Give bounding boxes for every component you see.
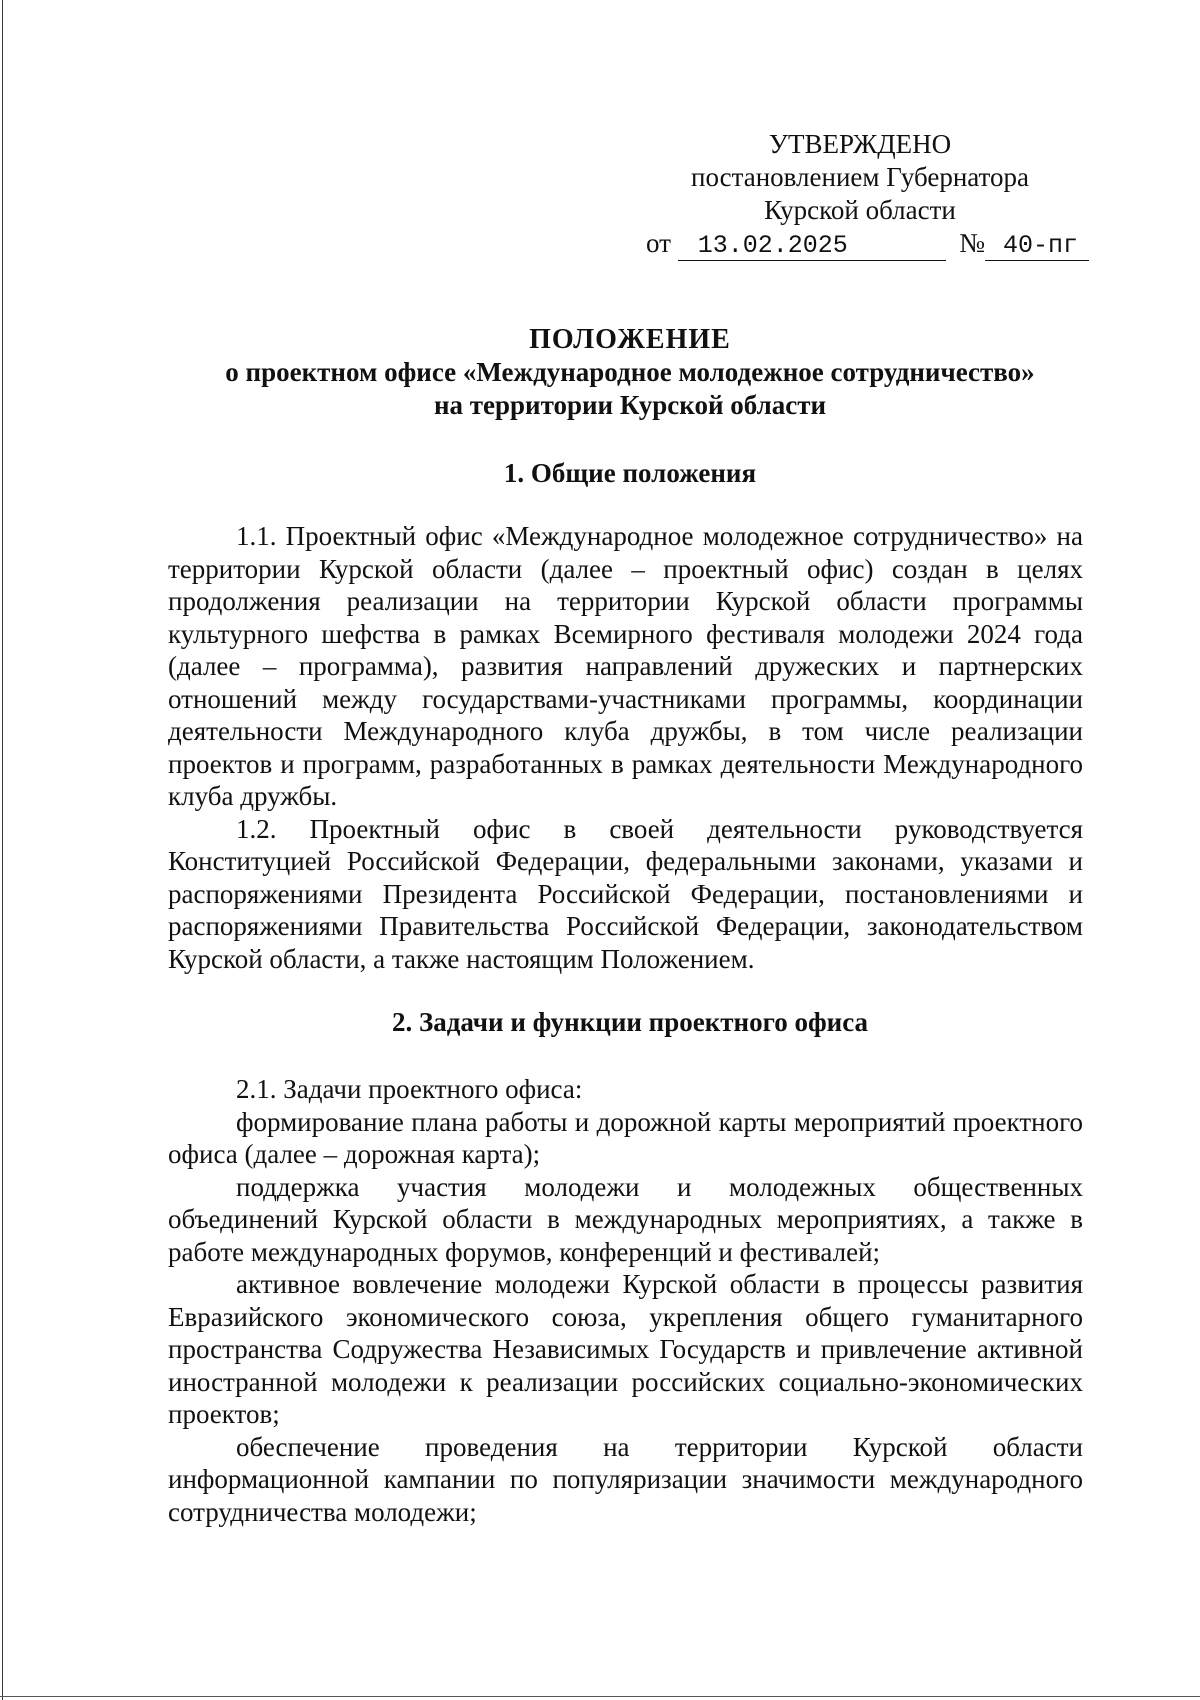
title-line-2: о проектном офисе «Международное молодежное сотрудничество» — [225, 357, 1035, 387]
approval-by-line: постановлением Губернатора — [691, 162, 1029, 192]
section-2-heading: 2. Задачи и функции проектного офиса — [391, 1007, 869, 1037]
decree-number: 40-пг — [985, 232, 1089, 261]
approval-date-number-row — [640, 227, 1080, 261]
approval-stamp-block — [640, 128, 1080, 261]
section-2-body — [168, 1073, 1083, 1528]
task-roadmap: формирование плана работы и дорожной карты мероприятий проектного офиса (далее – дорожная карта); — [168, 1106, 1083, 1169]
document-title — [170, 323, 1090, 422]
scan-left-edge — [2, 0, 3, 1700]
approval-heading: УТВЕРЖДЕНО — [768, 129, 952, 159]
task-eaeu-involvement: активное вовлечение молодежи Курской области в процессы развития Евразийского экономического союза, укрепления общего гуманитарного пространства Содружества Независимых Государств и привлечение активной иностранной молодежи к реализации российских социально-экономических проектов; — [168, 1269, 1083, 1429]
paragraph-1-1: 1.1. Проектный офис «Международное молодежное сотрудничество» на территории Курской области (далее – проектный офис) создан в целях продолжения реализации на территории Курской области программы культурного шефства в рамках Всемирного фестиваля молодежи 2024 года (далее – программа), развития направлений дружеских и партнерских отношений между государствами-участниками программы, координации деятельности Международного клуба дружбы, в том числе реализации проектов и программ, разработанных в рамках деятельности Международного клуба дружбы. — [168, 521, 1083, 811]
decree-date: 13.02.2025 — [678, 232, 946, 261]
scan-bottom-edge — [0, 1696, 1200, 1697]
number-prefix: № — [959, 228, 985, 258]
task-support-participation: поддержка участия молодежи и молодежных общественных объединений Курской области в международных мероприятиях, а также в работе международных форумов, конференций и фестивалей; — [168, 1171, 1083, 1267]
date-prefix: от — [646, 228, 671, 258]
paragraph-2-1: 2.1. Задачи проектного офиса: — [236, 1074, 583, 1104]
paragraph-1-2: 1.2. Проектный офис в своей деятельности руководствуется Конституцией Российской Федерации, федеральными законами, указами и распоряжениями Президента Российской Федерации, постановлениями и распоряжениями Правительства Российской Федерации, законодательством Курской области, а также настоящим Положением. — [168, 813, 1083, 974]
title-main: ПОЛОЖЕНИЕ — [529, 324, 731, 355]
title-line-3: на территории Курской области — [433, 390, 827, 420]
section-1-heading: 1. Общие положения — [503, 458, 757, 488]
task-info-campaign: обеспечение проведения на территории Курской области информационной кампании по популяризации значимости международного сотрудничества молодежи; — [168, 1431, 1083, 1527]
section-1-body — [168, 520, 1083, 975]
approval-region: Курской области — [764, 195, 956, 225]
